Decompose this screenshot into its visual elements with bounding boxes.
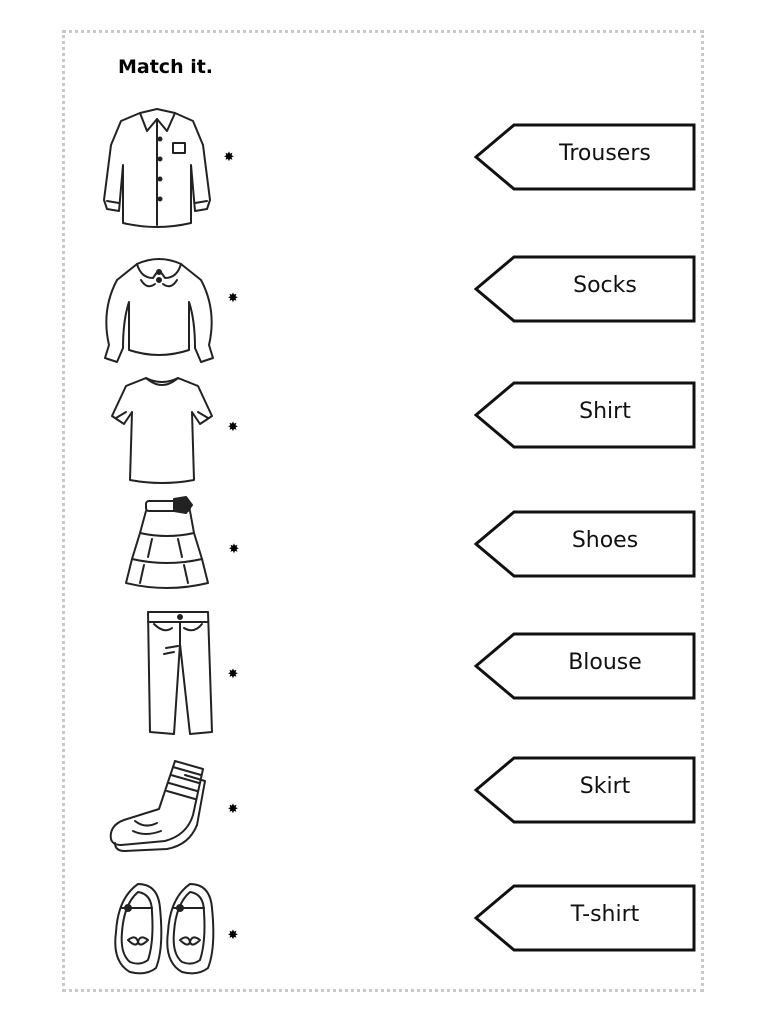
socks-icon — [105, 755, 225, 855]
word-tag-6[interactable] — [474, 756, 696, 824]
word-tag-4[interactable] — [474, 510, 696, 578]
word-tag-1[interactable] — [474, 123, 696, 191]
word-label: Shoes — [571, 527, 639, 553]
word-label: Blouse — [568, 649, 642, 675]
tshirt-icon — [110, 372, 215, 487]
word-label: Trousers — [559, 140, 651, 166]
word-tag-2[interactable] — [474, 255, 696, 323]
word-label: Skirt — [579, 773, 631, 799]
word-tag-7[interactable] — [474, 884, 696, 952]
match-bullet[interactable]: ✸ — [227, 667, 239, 682]
trousers-icon — [138, 608, 218, 738]
match-bullet[interactable]: ✸ — [227, 420, 239, 435]
match-bullet[interactable]: ✸ — [227, 802, 239, 817]
blouse-icon — [97, 250, 222, 368]
word-label: Socks — [573, 272, 637, 298]
match-bullet[interactable]: ✸ — [227, 928, 239, 943]
skirt-icon — [122, 495, 212, 595]
match-bullet[interactable]: ✸ — [223, 150, 235, 165]
match-bullet[interactable]: ✸ — [228, 542, 240, 557]
word-tag-5[interactable] — [474, 632, 696, 700]
word-label: Shirt — [579, 398, 631, 424]
word-label: T-shirt — [570, 901, 640, 927]
shoes-icon — [108, 878, 220, 978]
shirt-icon — [95, 105, 220, 230]
worksheet-title: Match it. — [118, 56, 214, 78]
match-bullet[interactable]: ✸ — [227, 291, 239, 306]
word-tag-3[interactable] — [474, 381, 696, 449]
